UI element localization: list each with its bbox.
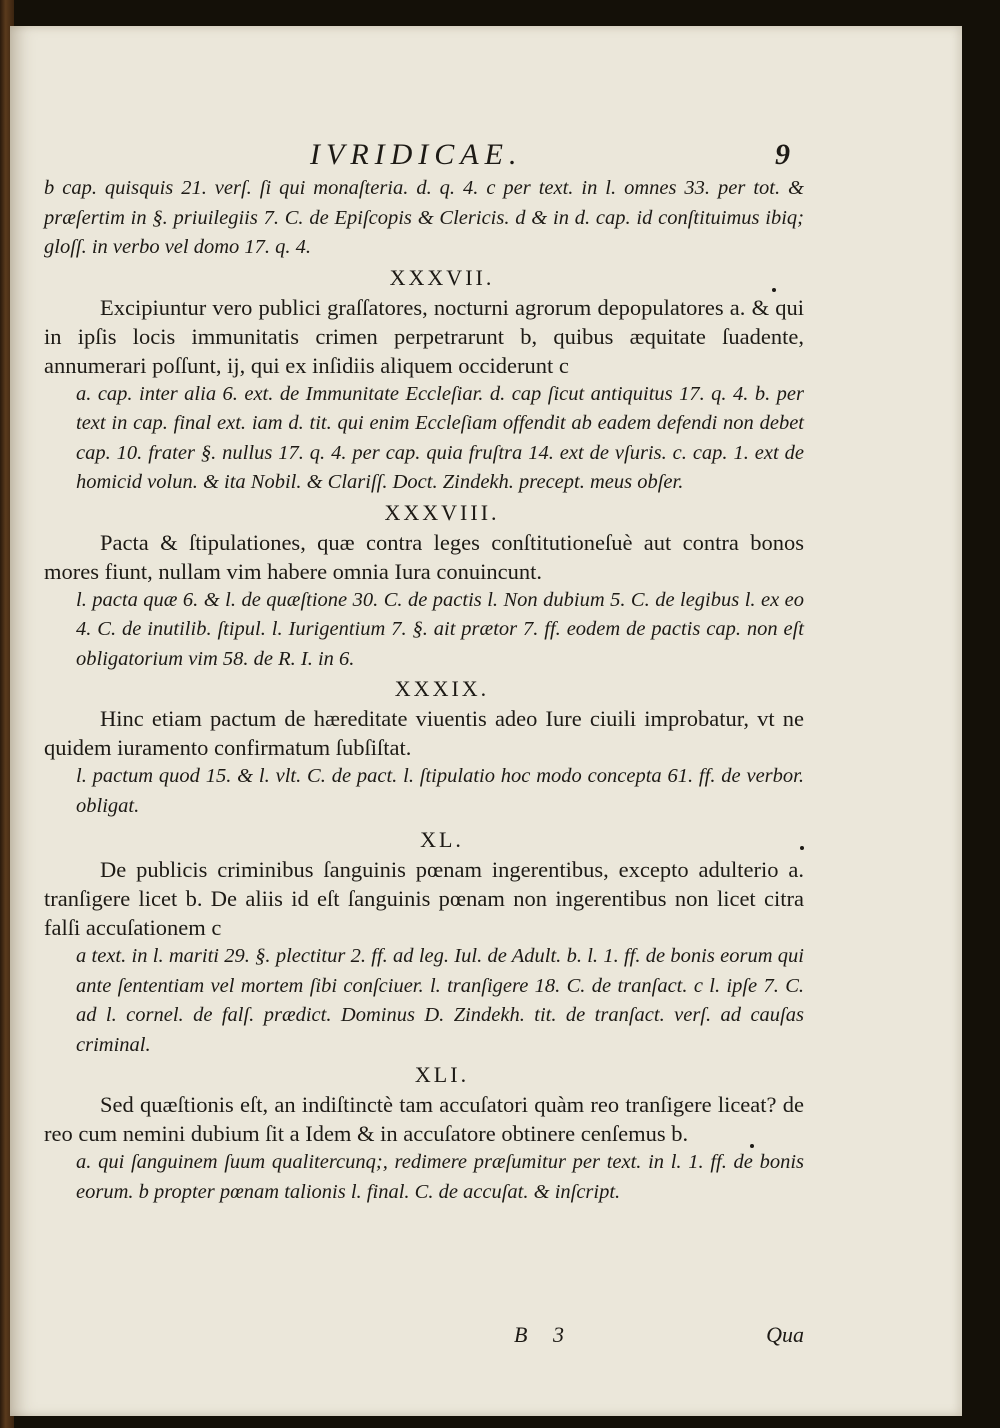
signature-mark: B 3 xyxy=(514,1322,574,1347)
section-xxxvii xyxy=(44,263,804,498)
ink-speck xyxy=(800,846,804,850)
continued-footnote: b cap. quisquis 21. verſ. ſi qui monaſteria. d. q. 4. c per text. in l. omnes 33. per tot. & præſertim in §. priuilegiis 7. C. de Epiſcopis & Clericis. d & in d. cap. id conſtituimus ibiq; gloſſ. in verbo vel domo 17. q. 4. xyxy=(44,177,804,258)
page-body xyxy=(44,174,804,1207)
running-title: IVRIDICAE. xyxy=(310,138,523,171)
book-page xyxy=(10,26,962,1416)
catchword: Qua xyxy=(766,1322,804,1347)
ink-speck xyxy=(750,1144,754,1148)
page-number: 9 xyxy=(775,138,790,171)
section-footnotes: a text. in l. mariti 29. §. plectitur 2. ff. ad leg. Iul. de Adult. b. l. 1. ff. de bonis eorum qui ante ſententiam vel mortem ſibi conſciuer. l. tranſigere 18. C. de tranſact. c l. ipſe 7. C. ad l. cornel. de falſ. prædict. Dominus D. Zindekh. tit. de tranſact. verſ. ad cauſas criminal. xyxy=(76,945,804,1056)
section-text: Excipiuntur vero publici graſſatores, nocturni agrorum depopulatores a. & qui in ipſis locis immunitatis crimen perpetrarunt b, quibus æquitate ſuadente, annumerari poſſunt, ij, qui ex inſidiis aliquem occiderunt c xyxy=(44,294,804,378)
section-number: XL. xyxy=(420,827,464,852)
section-number: XLI. xyxy=(414,1062,470,1087)
section-xxxix xyxy=(44,674,804,821)
section-footnotes: l. pacta quæ 6. & l. de quæſtione 30. C. de pactis l. Non dubium 5. C. de legibus l. ex eo 4. C. de inutilib. ſtipul. l. Iurigentium 7. §. ait prætor 7. ff. eodem de pactis cap. non eſt obligatorium vim 58. de R. I. in 6. xyxy=(76,588,804,670)
section-footnotes: a. qui ſanguinem ſuum qualitercunq;, redimere præſumitur per text. in l. 1. ff. de bonis eorum. b propter pœnam talionis l. final. C. de accuſat. & inſcript. xyxy=(76,1151,804,1203)
section-number: XXXVIII. xyxy=(384,499,500,525)
section-text: Hinc etiam pactum de hæreditate viuentis adeo Iure ciuili improbatur, vt ne quidem iuramento confirmatum ſubſiſtat. xyxy=(44,706,804,760)
section-xxxviii xyxy=(44,498,804,675)
running-head xyxy=(10,138,962,172)
section-number: XXXVII. xyxy=(389,264,495,290)
section-number: XXXIX. xyxy=(394,676,490,701)
section-text: De publicis criminibus ſanguinis pœnam ingerentibus, excepto adulterio a. tranſigere licet b. De aliis id eſt ſanguinis pœnam non ingerentibus non licet citra falſi accuſationem c xyxy=(44,857,804,940)
section-xli xyxy=(44,1060,804,1207)
section-xl xyxy=(44,825,804,1060)
section-footnotes: a. cap. inter alia 6. ext. de Immunitate Eccleſiar. d. cap ſicut antiquitus 17. q. 4. b. per text in cap. final ext. iam d. tit. qui enim Eccleſiam offendit ab eadem defendi non debet cap. 10. frater §. nullus 17. q. 4. per cap. quia fruſtra 14. ext de vſuris. c. cap. 1. ext de homicid volun. & ita Nobil. & Clariſſ. Doct. Zindekh. precept. meus obſer. xyxy=(76,382,804,493)
page-footer xyxy=(44,1322,804,1356)
section-text: Sed quæſtionis eſt, an indiſtinctè tam accuſatori quàm reo tranſigere liceat? de reo cum nemini dubium ſit a Idem & in accuſatore obtinere cenſemus b. xyxy=(44,1092,804,1146)
section-footnotes: l. pactum quod 15. & l. vlt. C. de pact. l. ſtipulatio hoc modo concepta 61. ff. de verbor. obligat. xyxy=(76,765,804,817)
ink-speck xyxy=(772,288,776,292)
section-text: Pacta & ſtipulationes, quæ contra leges conſtitutioneſuè aut contra bonos mores fiunt, nullam vim habere omnia Iura conuincunt. xyxy=(44,529,804,584)
